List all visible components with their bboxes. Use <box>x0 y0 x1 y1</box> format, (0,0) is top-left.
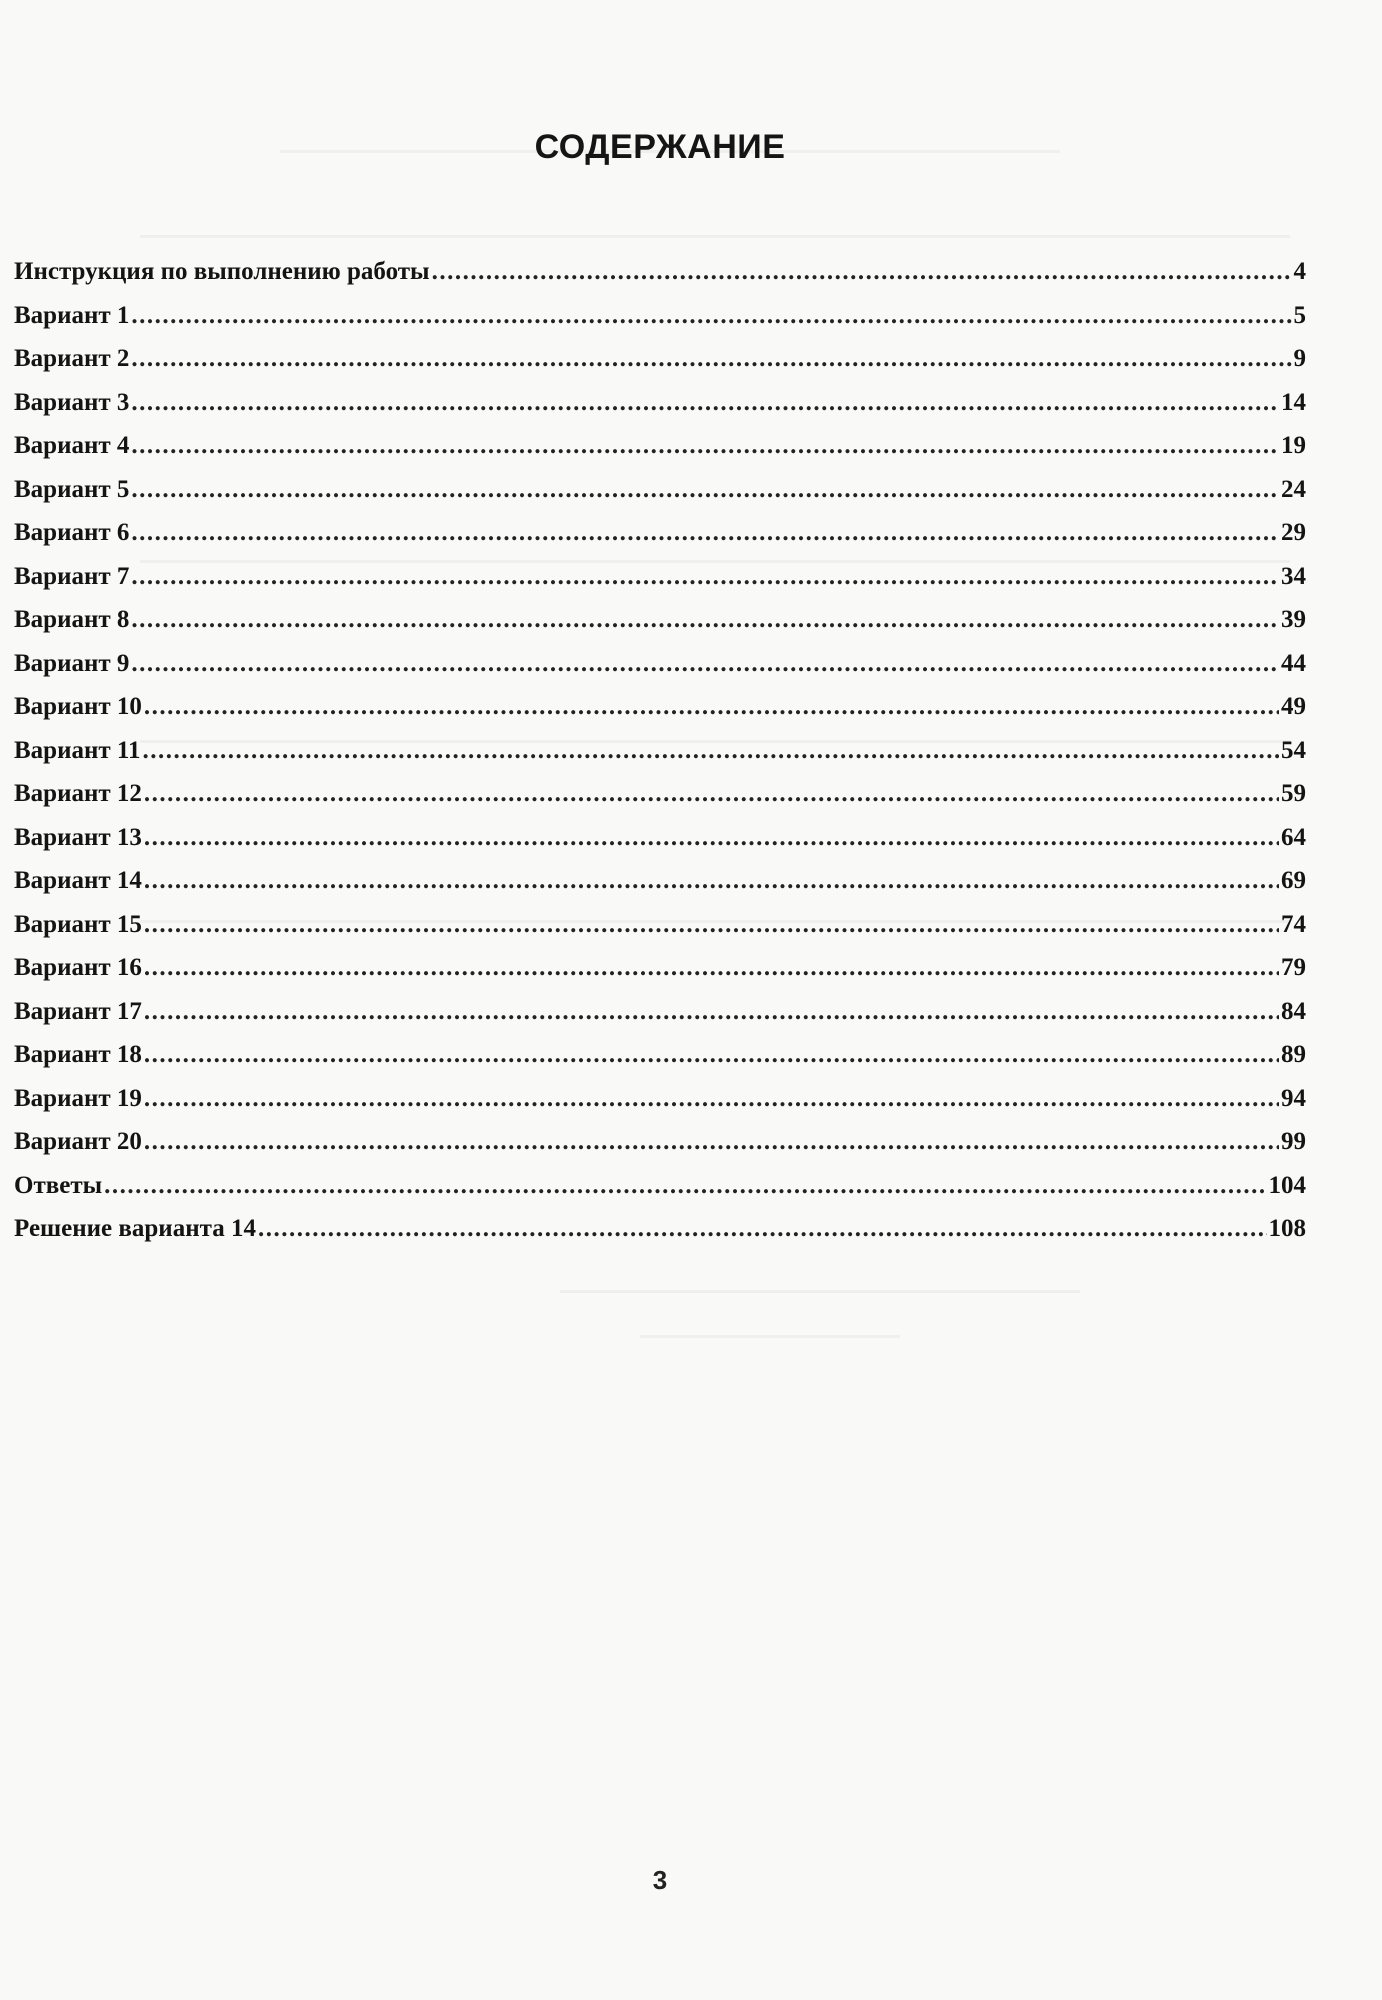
toc-entry-title: Вариант 13 <box>14 823 142 851</box>
toc-entry-title: Вариант 19 <box>14 1084 142 1112</box>
toc-entry-page: 79 <box>1281 954 1306 981</box>
toc-entry[interactable] <box>14 1077 1306 1121</box>
toc-entry-title: Вариант 14 <box>14 867 142 894</box>
toc-entry-page: 69 <box>1281 867 1306 894</box>
toc-entry[interactable] <box>14 685 1306 729</box>
toc-entry[interactable] <box>14 424 1306 468</box>
show-through-mark <box>560 1290 1080 1293</box>
toc-dot-leader <box>143 729 1279 773</box>
toc-dot-leader <box>144 1120 1279 1164</box>
toc-entry-title: Вариант 4 <box>14 432 130 459</box>
toc-entry[interactable] <box>14 729 1306 773</box>
toc-dot-leader <box>144 685 1279 729</box>
toc-entry-page: 49 <box>1281 693 1306 720</box>
toc-entry-title: Вариант 12 <box>14 780 142 807</box>
toc-entry[interactable] <box>14 337 1306 381</box>
toc-entry-page: 94 <box>1281 1084 1306 1112</box>
toc-dot-leader <box>131 511 1279 555</box>
toc-entry-page: 4 <box>1293 258 1306 285</box>
toc-entry-page: 54 <box>1281 736 1306 764</box>
toc-entry-title: Вариант 16 <box>14 954 142 981</box>
toc-dot-leader <box>258 1207 1267 1251</box>
toc-dot-leader <box>144 946 1279 990</box>
toc-entry-page: 29 <box>1281 519 1306 546</box>
toc-dot-leader <box>131 337 1291 381</box>
toc-entry-page: 24 <box>1281 475 1306 503</box>
toc-dot-leader <box>131 468 1279 512</box>
toc-entry[interactable] <box>14 250 1306 294</box>
toc-entry-page: 64 <box>1281 823 1306 851</box>
toc-dot-leader <box>144 1077 1279 1121</box>
toc-entry-page: 9 <box>1293 345 1306 372</box>
page-number: 3 <box>652 1865 668 1895</box>
toc-entry[interactable] <box>14 816 1306 860</box>
toc-entry-page: 89 <box>1281 1041 1306 1068</box>
toc-entry-title: Вариант 8 <box>14 606 130 633</box>
toc-entry[interactable] <box>14 990 1306 1034</box>
toc-entry-title: Вариант 17 <box>14 997 142 1025</box>
toc-dot-leader <box>131 381 1279 425</box>
toc-entry[interactable] <box>14 511 1306 555</box>
toc-entry-title: Вариант 1 <box>14 301 130 329</box>
toc-entry[interactable] <box>14 642 1306 686</box>
toc-entry[interactable] <box>14 1120 1306 1164</box>
toc-dot-leader <box>144 990 1279 1034</box>
toc-entry[interactable] <box>14 598 1306 642</box>
toc-entry[interactable] <box>14 1164 1306 1208</box>
toc-entry-page: 5 <box>1293 301 1306 329</box>
toc-entry-title: Вариант 11 <box>14 736 141 764</box>
toc-entry-page: 14 <box>1281 388 1306 416</box>
show-through-mark <box>140 235 1290 238</box>
toc-entry-page: 19 <box>1281 432 1306 459</box>
toc-entry-page: 44 <box>1281 649 1306 677</box>
toc-dot-leader <box>131 294 1291 338</box>
toc-entry-title: Решение варианта 14 <box>14 1215 256 1242</box>
toc-entry-title: Вариант 20 <box>14 1128 142 1155</box>
toc-entry-title: Вариант 15 <box>14 910 142 938</box>
toc-dot-leader <box>144 772 1279 816</box>
toc-entry-title: Вариант 10 <box>14 693 142 720</box>
toc-dot-leader <box>432 250 1292 294</box>
toc-dot-leader <box>144 1033 1279 1077</box>
toc-entry-title: Вариант 2 <box>14 345 130 372</box>
toc-entry-title: Вариант 18 <box>14 1041 142 1068</box>
table-of-contents <box>14 250 1306 1251</box>
toc-entry[interactable] <box>14 555 1306 599</box>
toc-dot-leader <box>144 903 1279 947</box>
show-through-mark <box>640 1335 900 1338</box>
toc-entry-title: Вариант 6 <box>14 519 130 546</box>
toc-entry-page: 104 <box>1268 1171 1306 1199</box>
toc-entry-page: 84 <box>1281 997 1306 1025</box>
toc-entry[interactable] <box>14 1033 1306 1077</box>
toc-entry[interactable] <box>14 946 1306 990</box>
toc-dot-leader <box>144 816 1279 860</box>
toc-dot-leader <box>104 1164 1266 1208</box>
toc-entry-page: 99 <box>1281 1128 1306 1155</box>
page-title: СОДЕРЖАНИЕ <box>534 128 786 166</box>
toc-dot-leader <box>131 424 1279 468</box>
toc-dot-leader <box>131 642 1279 686</box>
toc-dot-leader <box>131 598 1279 642</box>
toc-entry-page: 39 <box>1281 606 1306 633</box>
toc-dot-leader <box>131 555 1279 599</box>
toc-entry-title: Вариант 7 <box>14 562 130 590</box>
toc-entry[interactable] <box>14 859 1306 903</box>
toc-entry-title: Вариант 3 <box>14 388 130 416</box>
toc-entry-title: Вариант 5 <box>14 475 130 503</box>
toc-entry[interactable] <box>14 1207 1306 1251</box>
toc-entry-title: Вариант 9 <box>14 649 130 677</box>
toc-entry[interactable] <box>14 468 1306 512</box>
toc-entry-title: Инструкция по выполнению работы <box>14 258 430 285</box>
toc-entry-page: 34 <box>1281 562 1306 590</box>
toc-entry[interactable] <box>14 294 1306 338</box>
toc-entry-title: Ответы <box>14 1171 103 1199</box>
toc-entry[interactable] <box>14 381 1306 425</box>
toc-entry[interactable] <box>14 772 1306 816</box>
toc-entry-page: 108 <box>1268 1215 1306 1242</box>
toc-entry-page: 59 <box>1281 780 1306 807</box>
toc-entry-page: 74 <box>1281 910 1306 938</box>
toc-dot-leader <box>144 859 1279 903</box>
toc-entry[interactable] <box>14 903 1306 947</box>
